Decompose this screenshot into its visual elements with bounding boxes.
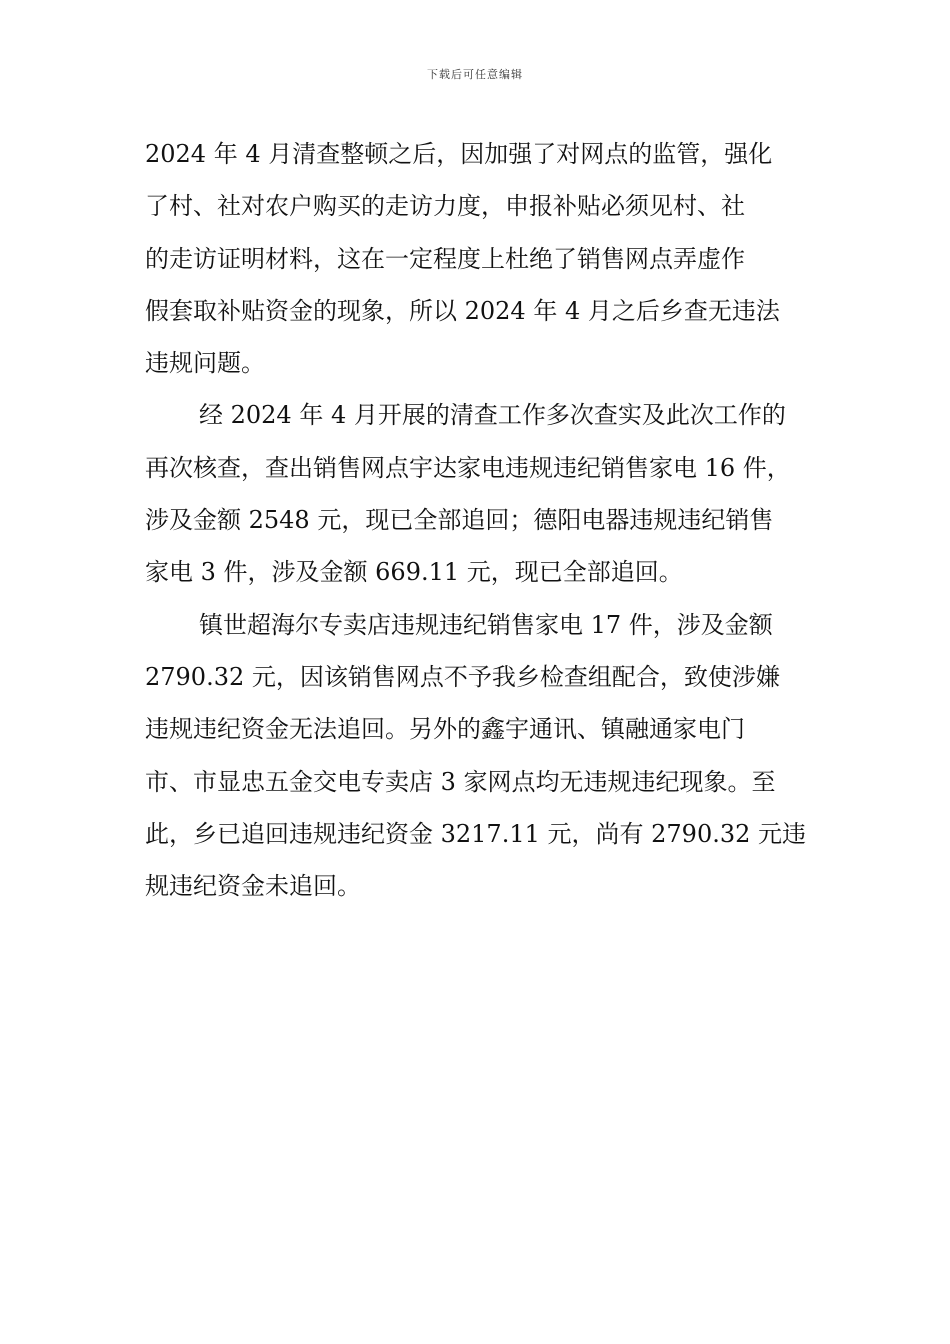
paragraph-line: 了村、社对农户购买的走访力度，申报补贴必须见村、社	[145, 192, 745, 221]
paragraph-line: 2790.32 元，因该销售网点不予我乡检查组配合，致使涉嫌	[145, 662, 780, 691]
paragraph-line: 规违纪资金未追回。	[145, 872, 361, 901]
document-body	[145, 128, 811, 912]
paragraph-line: 违规违纪资金无法追回。另外的鑫宇通讯、镇融通家电门	[145, 715, 745, 744]
paragraph-line: 的走访证明材料，这在一定程度上杜绝了销售网点弄虚作	[145, 244, 745, 273]
paragraph-line: 经 2024 年 4 月开展的清查工作多次查实及此次工作的	[199, 401, 786, 430]
paragraph-line: 假套取补贴资金的现象，所以 2024 年 4 月之后乡查无违法	[145, 296, 780, 325]
header-note: 下载后可任意编辑	[427, 68, 523, 81]
paragraph-line: 此，乡已追回违规违纪资金 3217.11 元，尚有 2790.32 元违	[145, 819, 807, 848]
paragraph-line: 家电 3 件，涉及金额 669.11 元，现已全部追回。	[145, 558, 683, 587]
paragraph-line: 2024 年 4 月清查整顿之后，因加强了对网点的监管，强化	[145, 140, 773, 168]
paragraph-2	[145, 389, 811, 598]
paragraph-line: 市、市显忠五金交电专卖店 3 家网点均无违规违纪现象。至	[145, 767, 776, 796]
paragraph-line: 涉及金额 2548 元，现已全部追回；德阳电器违规违纪销售	[145, 506, 774, 535]
paragraph-1	[145, 128, 811, 389]
paragraph-line: 再次核查，查出销售网点宇达家电违规违纪销售家电 16 件，	[145, 453, 791, 482]
paragraph-line: 镇世超海尔专卖店违规违纪销售家电 17 件，涉及金额	[199, 610, 773, 639]
paragraph-3	[145, 599, 811, 913]
paragraph-line: 违规问题。	[145, 349, 265, 378]
